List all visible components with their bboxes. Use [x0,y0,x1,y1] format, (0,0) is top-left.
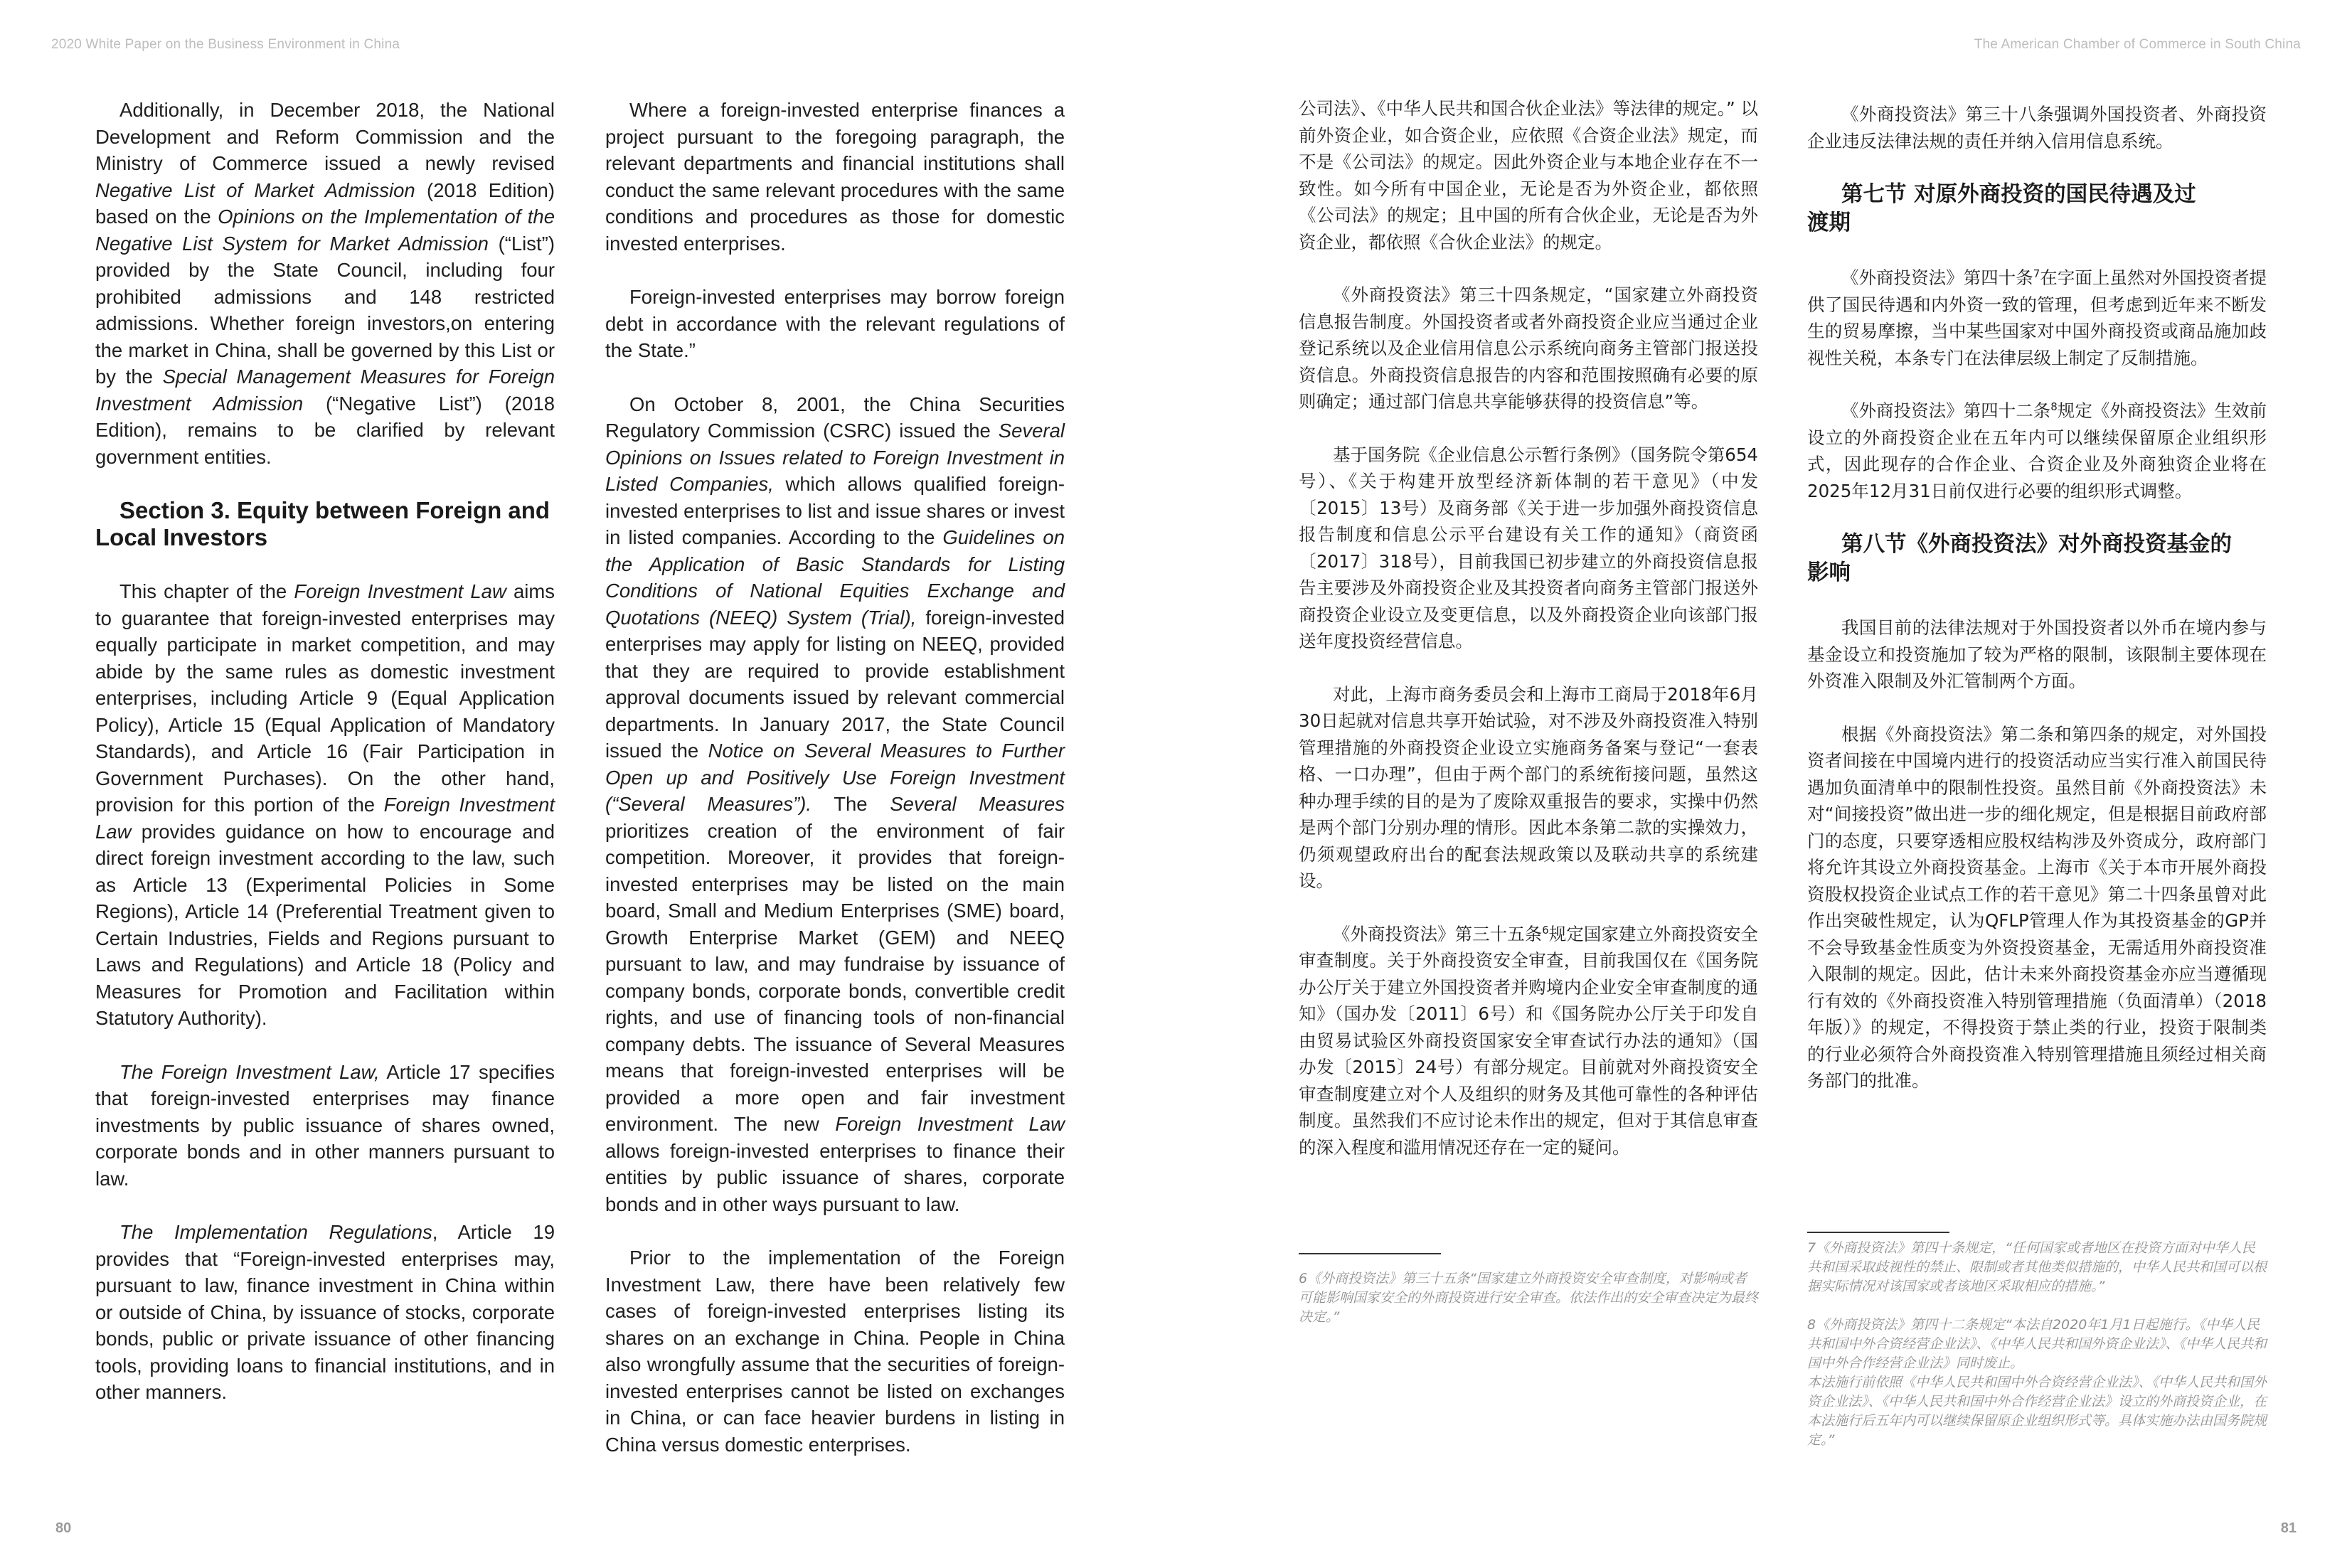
footnote-divider-right [1807,1232,1949,1233]
left-page-column-2 [605,97,1065,1485]
paragraph-article-35: 《外商投资法》第三十五条$^6$规定国家建立外商投资安全审查制度。关于外商投资安全审查，目前我国仅在《国务院办公厅关于建立外国投资者并购境内企业安全审查制度的通知》（国办发〔2011〕6号）和《国务院办公厅关于印发自由贸易试验区外商投资国家安全审查试行办法的通知》（国办发〔2015〕24号）有部分规定。目前就对外商投资安全审查制度建立对个人及组织的财务及其他可靠性的各种评估制度。虽然我们不应讨论未作出的规定，但对于其信息审查的深入程度和滥用情况还存在一定的疑问。 [1299,923,1759,1158]
paragraph-foreign-debt: Foreign-invested enterprises may borrow foreign debt in accordance with the relevant regulations of the State.” [605,286,1065,361]
paragraph-shanghai-trial: 对此，上海市商务委员会和上海市工商局于2018年6月30日起就对信息共享开始试验，对不涉及外商投资准入特别管理措施的外商投资企业设立实施商务备案与登记“一套表格、一口办理”，但由于两个部门的系统衔接问题，虽然这种办理手续的目的是为了废除双重报告的要求，实操中仍然是两个部门分别办理的情形。因此本条第二款的实操效力，仍须观望政府出台的配套法规政策以及联动共享的系统建设。 [1299,683,1758,891]
footnote-divider-left [1299,1253,1441,1254]
paragraph-article-40: 《外商投资法》第四十条$^7$在字面上虽然对外国投资者提供了国民待遇和内外资一致的管理，但考虑到近年来不断发生的贸易摩擦，当中某些国家对中国外商投资或商品施加歧视性关税，本条专门在法律层级上制定了反制措施。 [1807,267,2267,368]
paragraph-article-19: The Implementation Regulations, Article 19 provides that “Foreign-invested enterprises may, pursuant to law, finance investment in China within or outside of China, by issuance of stocks, corporate bonds, public or private issuance of other financing tools, providing loans to financial institutions, and in other manners. [95,1221,555,1403]
paragraph-equity-chapter: This chapter of the Foreign Investment Law aims to guarantee that foreign-invested enterprises may equally participate in market competition, and may abide by the same rules as domestic investment enterprises, including Article 9 (Equal Application Policy), Article 15 (Equal Application of Mandatory Standards), and Article 16 (Fair Participation in Government Purchases). On the other hand, provision for this portion of the Foreign Investment Law provides guidance on how to encourage and direct foreign investment according to the law, such as Article 13 (Experimental Policies in Some Regions), Article 14 (Preferential Treatment given to Certain Industries, Fields and Regions pursuant to Laws and Regulations) and Article 18 (Policy and Measures for Promotion and Facilitation within Statutory Authority). [95,580,555,1029]
paragraph-state-council-regulations: 基于国务院《企业信息公示暂行条例》（国务院令第654号）、《关于构建开放型经济新体制的若干意见》（中发〔2015〕13号）及商务部《关于进一步加强外商投资信息报告制度和信息公示平台建设有关工作的通知》（商资函〔2017〕318号），目前我国已初步建立的外商投资信息报告主要涉及外商投资企业及其投资者向商务主管部门报送外商投资企业设立及变更信息，以及外商投资企业向该部门报送年度投资经营信息。 [1299,444,1759,651]
section-8-heading: 第八节《外商投资法》对外商投资基金的 影响 [1807,532,2232,585]
footnote-6: 6《外商投资法》第三十五条“国家建立外商投资安全审查制度，对影响或者可能影响国家安全的外商投资进行安全审查。依法作出的安全审查决定为最终决定。” [1299,1271,1759,1325]
paragraph-article-17: The Foreign Investment Law, Article 17 specifies that foreign-invested enterprises may finance investments by public issuance of shares owned, corporate bonds and in other manners pursuant to law. [95,1060,555,1190]
paragraph-prior-implementation: Prior to the implementation of the Foreign Investment Law, there have been relatively few cases of foreign-invested enterprises listing its shares on an exchange in China. People in China also wrongfully assume that the securities of foreign-invested enterprises cannot be listed on exchanges in China, or can face heavier burdens in listing in China versus domestic enterprises. [605,1247,1065,1456]
paragraph-negative-list: Additionally, in December 2018, the National Development and Reform Commission and the Ministry of Commerce issued a newly revised Negative List of Market Admission (2018 Edition) based on the Opinions on the Implementation of the Negative List System for Market Admission (“List”) provided by the State Council, including four prohibited admissions and 148 restricted admissions. Whether foreign investors,on entering the market in China, shall be governed by this List or by the Special Management Measures for Foreign Investment Admission (“Negative List”) (2018 Edition), remains to be clarified by relevant government entities. [95,99,555,468]
right-page-column-2 [1807,101,2267,1121]
page-number-left: 80 [55,1520,72,1536]
paragraph-article-42: 《外商投资法》第四十二条$^8$规定《外商投资法》生效前设立的外商投资企业在五年内可以继续保留原企业组织形式，因此现存的合作企业、合资企业及外商独资企业将在2025年12月31日前仅进行必要的组织形式调整。 [1807,400,2267,501]
running-header-left: 2020 White Paper on the Business Environment in China [51,37,400,52]
footnote-7: 7《外商投资法》第四十条规定，“任何国家或者地区在投资方面对中华人民共和国采取歧视性的禁止、限制或者其他类似措施的，中华人民共和国可以根据实际情况对该国家或者该地区采取相应的措施。” [1807,1240,2267,1294]
paragraph-company-law: 公司法》、《中华人民共和国合伙企业法》等法律的规定。” 以前外资企业，如合资企业，应依照《合资企业法》规定，而不是《公司法》的规定。因此外资企业与本地企业存在不一致性。如今所有中国企业，无论是否为外资企业，都依照《公司法》的规定；且中国的所有合伙企业，无论是否为外资企业，都依照《合伙企业法》的规定。 [1299,98,1758,252]
paragraph-financing-procedures: Where a foreign-invested enterprise finances a project pursuant to the foregoing paragraph, the relevant departments and financial institutions shall conduct the same relevant procedures with the same conditions and procedures as those for domestic invested enterprises. [605,99,1065,255]
right-page-column-1 [1299,95,1758,1187]
running-header-right: The American Chamber of Commerce in South China [1974,37,2301,52]
footnote-8-continued: 本法施行前依照《中华人民共和国中外合资经营企业法》、《中华人民共和国外资企业法》、《中华人民共和国中外合作经营企业法》设立的外商投资企业，在本法施行后五年内可以继续保留原企业组织形式等。具体实施办法由国务院规定。” [1807,1375,2267,1448]
section-3-heading: Section 3. Equity between Foreign and Local Investors [95,497,550,550]
left-page-column-1 [95,97,555,1433]
paragraph-foreign-currency-restrictions: 我国目前的法律法规对于外国投资者以外币在境内参与基金设立和投资施加了较为严格的限制，该限制主要体现在外资准入限制及外汇管制两个方面。 [1807,617,2267,691]
paragraph-csrc-listing: On October 8, 2001, the China Securities Regulatory Commission (CSRC) issued the Several Opinions on Issues related to Foreign Investment in Listed Companies, which allows qualified foreign-invested enterprises to list and issue shares or invest in listed companies. According to the Guidelines on the Application of Basic Standards for Listing Conditions of National Equities Exchange and Quotations (NEEQ) System (Trial), foreign-invested enterprises may apply for listing on NEEQ, provided that they are required to provide establishment approval documents issued by relevant commercial departments. In January 2017, the State Council issued the Notice on Several Measures to Further Open up and Positively Use Foreign Investment (“Several Measures”). The Several Measures prioritizes creation of the environment of fair competition. Moreover, it provides that foreign-invested enterprises may be listed on the main board, Small and Medium Enterprises (SME) board, Growth Enterprise Market (GEM) and NEEQ pursuant to law, and may fundraise by issuance of company bonds, corporate bonds, convertible credit rights, and use of financing tools of non-financial company debts. The issuance of Several Measures means that foreign-invested enterprises will be provided a more open and fair investment environment. The new Foreign Investment Law allows foreign-invested enterprises to finance their entities by public issuance of shares, corporate bonds and in other ways pursuant to law. [605,393,1065,1215]
paragraph-article-38: 《外商投资法》第三十八条强调外国投资者、外商投资企业违反法律法规的责任并纳入信用信息系统。 [1807,104,2267,151]
paragraph-qflp: 根据《外商投资法》第二条和第四条的规定，对外国投资者间接在中国境内进行的投资活动应当实行准入前国民待遇加负面清单中的限制性投资。虽然目前《外商投资法》未对“间接投资”做出进一步的细化规定，但是根据目前政府部门的态度，只要穿透相应股权结构涉及外资成分，政府部门将允许其设立外商投资基金。上海市《关于本市开展外商投资股权投资企业试点工作的若干意见》第二十四条虽曾对此作出突破性规定，认为QFLP管理人作为其投资基金的GP并不会导致基金性质变为外资投资基金，无需适用外商投资准入限制的规定。因此，估计未来外商投资基金亦应当遵循现行有效的《外商投资准入特别管理措施（负面清单）（2018年版）》的规定，不得投资于禁止类的行业，投资于限制类的行业必须符合外商投资准入特别管理措施且须经过相关商务部门的批准。 [1807,723,2267,1091]
footnote-8: 8《外商投资法》第四十二条规定“本法自2020年1月1日起施行。《中华人民共和国中外合资经营企业法》、《中华人民共和国外资企业法》、《中华人民共和国中外合作经营企业法》同时废止。 [1807,1317,2267,1371]
section-7-heading: 第七节 对原外商投资的国民待遇及过 渡期 [1807,182,2196,235]
page-number-right: 81 [2280,1520,2297,1536]
paragraph-article-34: 《外商投资法》第三十四条规定，“国家建立外商投资信息报告制度。外国投资者或者外商投资企业应当通过企业登记系统以及企业信用信息公示系统向商务主管部门报送投资信息。外商投资信息报告的内容和范围按照确有必要的原则确定；通过部门信息共享能够获得的投资信息”等。 [1299,284,1758,412]
